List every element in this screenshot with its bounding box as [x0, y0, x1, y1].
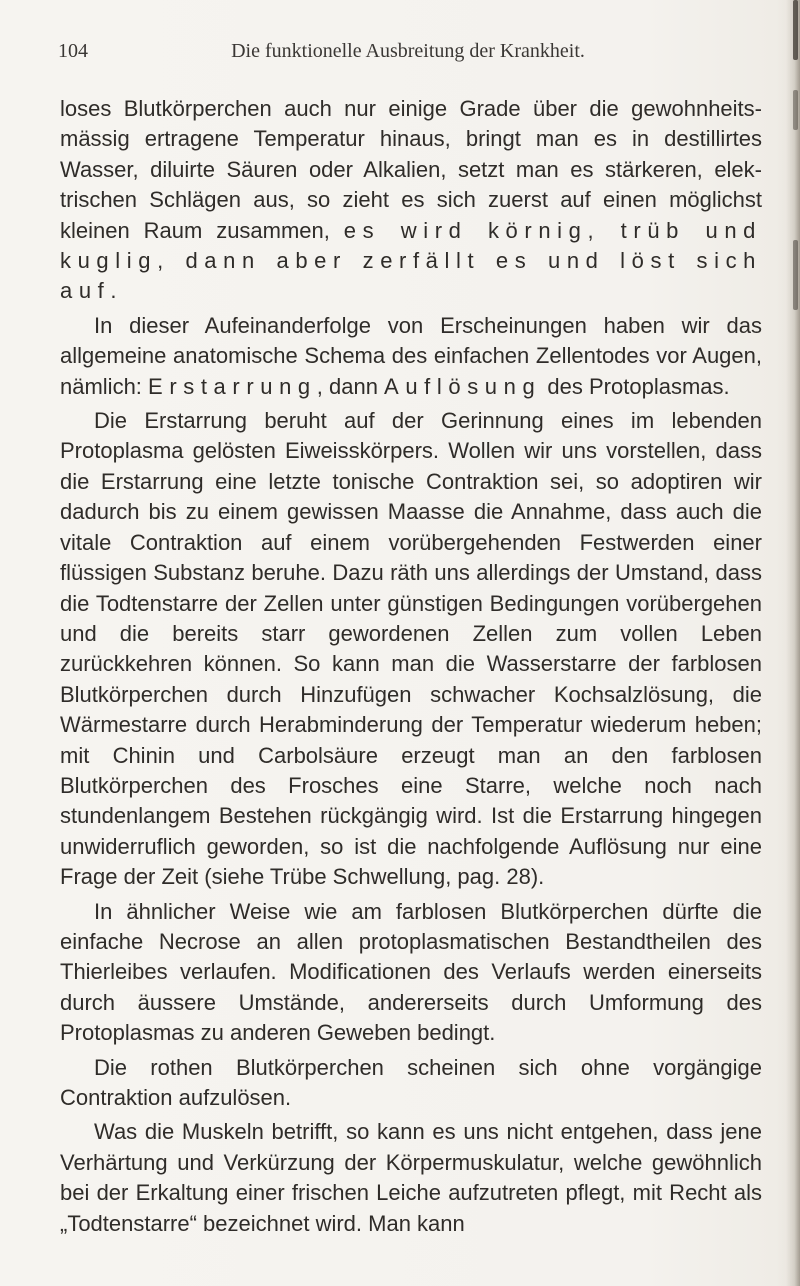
paragraph: In ähnlicher Weise wie am farblosen Blutkörperchen dürfte die einfache Necrose an allen protoplasmatischen Bestandtheilen des Thierleibes verlaufen. Modificationen des Verlaufs werden einerseits durch äussere Umstände, andererseits durch Umformung des Protoplasmas zu anderen Geweben bedingt.	[60, 898, 762, 1046]
spaced-text: es wird körnig, trüb und kuglig, dann aber zerfällt es und löst sich auf.	[60, 217, 762, 304]
page-edge-mark	[793, 0, 798, 60]
paragraph	[60, 94, 762, 307]
page-edge-mark	[793, 240, 798, 310]
page-edge-shadow	[786, 0, 800, 1286]
page-edge-mark	[793, 90, 798, 130]
running-title: Die funktionelle Ausbreitung der Krankheit.	[231, 40, 585, 62]
text-run: des Protoplasmas.	[541, 373, 730, 399]
paragraph: Was die Muskeln betrifft, so kann es uns nicht entgehen, dass jene Verhärtung und Verkürzung der Körpermuskulatur, welche gewöhnlich bei der Erkaltung einer frischen Leiche aufzutreten pflegt, mit Recht als „Todtenstarre“ bezeichnet wird. Man kann	[60, 1119, 762, 1236]
paragraph: Die Erstarrung beruht auf der Gerinnung eines im lebenden Protoplasma gelösten Eiweisskörpers. Wollen wir uns vorstellen, dass die Erstarrung eine letzte tonische Contraktion sei, so adoptiren wir dadurch bis zu einem gewissen Maasse die Annahme, dass auch die vitale Contraktion auf einem vorübergehenden Festwerden einer flüssigen Substanz beruhe. Dazu räth uns allerdings der Umstand, dass die Todtenstarre der Zellen unter günstigen Bedingungen vorübergehen und die bereits starr gewordenen Zellen zum vollen Leben zurückkehren können. So kann man die Wasserstarre der farblosen Blutkörperchen durch Hinzufügen schwacher Kochsalzlösung, die Wärmestarre durch Herabminderung der Temperatur wiederum heben; mit Chinin und Carbolsäure erzeugt man an den farblosen Blutkörperchen des Frosches eine Starre, welche noch nach stundenlangem Bestehen rückgängig wird. Ist die Erstarrung hingegen unwiderruflich geworden, so ist die nachfolgende Auflösung nur eine Frage der Zeit (siehe Trübe Schwellung, pag. 28).	[60, 408, 762, 890]
body-text	[60, 94, 762, 1239]
text-run: loses Blutkörperchen auch nur einige Grade über die gewohnheitsmässig ertragene Temperatur hinaus, bringt man es in destillirtes Wasser, diluirte Säuren oder Alkalien, setzt man es stärkeren, elektrischen Schlägen aus, so zieht es sich zuerst auf einen möglichst kleinen Raum zusammen,	[60, 96, 762, 243]
spaced-term: Erstarrung	[148, 373, 317, 399]
text-run: , dann	[316, 373, 385, 399]
spaced-term: Auflösung	[384, 373, 542, 399]
page-number: 104	[58, 40, 88, 62]
text-run: In dieser Aufeinanderfolge von Erscheinungen haben wir das allgemeine anatomische Schema des einfachen Zellentodes vor Augen, nämlich:	[60, 312, 762, 399]
paragraph	[60, 311, 762, 402]
running-head	[58, 40, 758, 70]
paragraph: Die rothen Blutkörperchen scheinen sich ohne vorgängige Contraktion aufzulösen.	[60, 1054, 762, 1110]
